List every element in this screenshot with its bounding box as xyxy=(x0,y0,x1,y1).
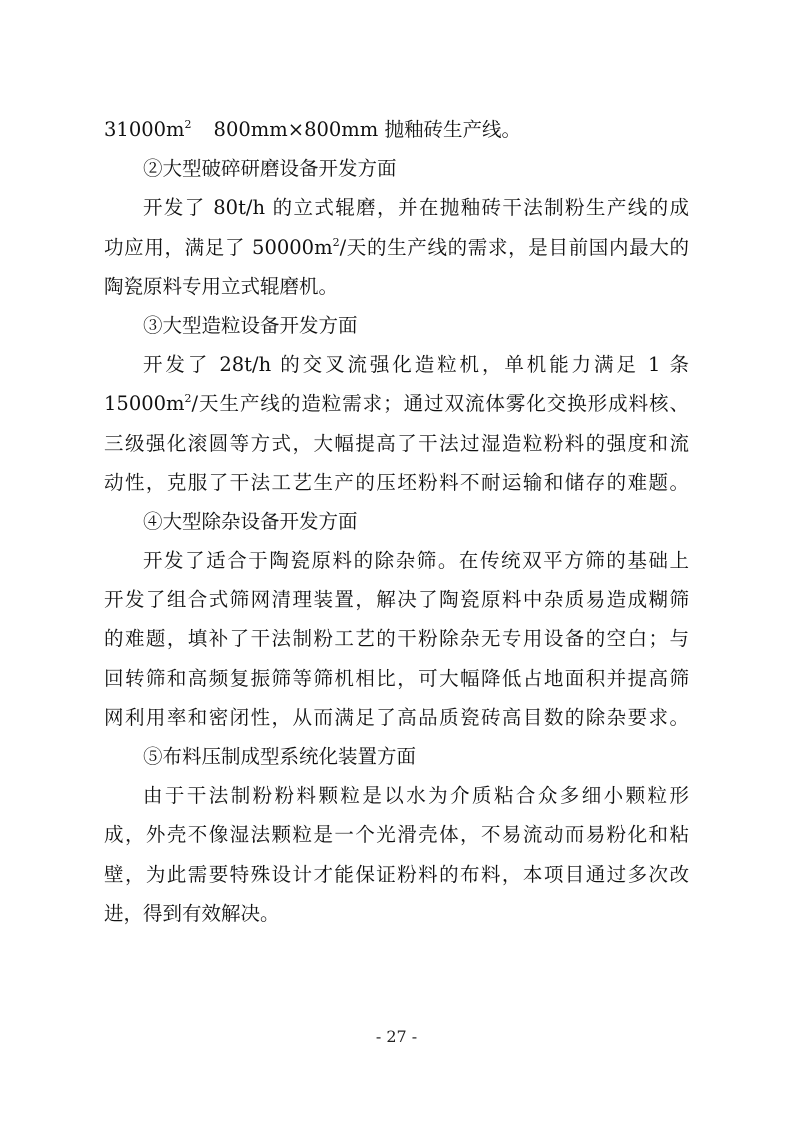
section-heading: ④大型除杂设备开发方面 xyxy=(143,509,358,533)
superscript: 2 xyxy=(184,118,192,131)
text-span: /天的生产线的需求，是目前国内最大的 xyxy=(339,235,689,259)
text-span: 800mm×800mm 抛釉砖生产线。 xyxy=(213,118,521,141)
paragraph-line xyxy=(104,228,689,267)
section-heading: ②大型破碎研磨设备开发方面 xyxy=(143,157,397,181)
page-number: - 27 - xyxy=(375,1027,418,1046)
text-span: 15000m xyxy=(104,392,185,416)
paragraph-line: 开发了 28t/h 的交叉流强化造粒机，单机能力满足 1 条 xyxy=(143,353,689,377)
paragraph-line: 三级强化滚圆等方式，大幅提高了干法过湿造粒粉料的强度和流 xyxy=(104,431,689,455)
paragraph-line xyxy=(104,110,689,149)
paragraph-line: 动性，克服了干法工艺生产的压坯粉料不耐运输和储存的难题。 xyxy=(104,470,689,494)
text-span: /天生产线的造粒需求；通过双流体雾化交换形成料核、 xyxy=(191,392,689,416)
paragraph-line: 回转筛和高频复振筛等筛机相比，可大幅降低占地面积并提高筛 xyxy=(104,666,689,690)
superscript: 2 xyxy=(184,392,192,406)
paragraph-line: 的难题，填补了干法制粉工艺的干粉除杂无专用设备的空白；与 xyxy=(104,627,689,651)
paragraph-line: 开发了适合于陶瓷原料的除杂筛。在传统双平方筛的基础上 xyxy=(143,549,689,573)
text-span: 功应用，满足了 50000m xyxy=(104,235,333,259)
paragraph-line: 开发了组合式筛网清理装置，解决了陶瓷原料中杂质易造成糊筛 xyxy=(104,588,689,612)
paragraph-line xyxy=(104,384,689,423)
paragraph-line: 进，得到有效解决。 xyxy=(104,901,280,925)
paragraph-line: 壁，为此需要特殊设计才能保证粉料的布料，本项目通过多次改 xyxy=(104,862,689,886)
section-heading: ⑤布料压制成型系统化装置方面 xyxy=(143,745,417,768)
paragraph-line: 网利用率和密闭性，从而满足了高品质瓷砖高目数的除杂要求。 xyxy=(104,705,689,729)
area-value: 31000m xyxy=(104,118,185,141)
superscript: 2 xyxy=(332,235,340,249)
document-body xyxy=(104,110,689,933)
paragraph-line: 成，外壳不像湿法颗粒是一个光滑壳体，不易流动而易粉化和粘 xyxy=(104,823,689,847)
paragraph-line: 开发了 80t/h 的立式辊磨，并在抛釉砖干法制粉生产线的成 xyxy=(143,196,689,220)
section-heading: ③大型造粒设备开发方面 xyxy=(143,313,358,337)
paragraph-line: 由于干法制粉粉料颗粒是以水为介质粘合众多细小颗粒形 xyxy=(143,784,689,808)
paragraph-line: 陶瓷原料专用立式辊磨机。 xyxy=(104,274,339,298)
